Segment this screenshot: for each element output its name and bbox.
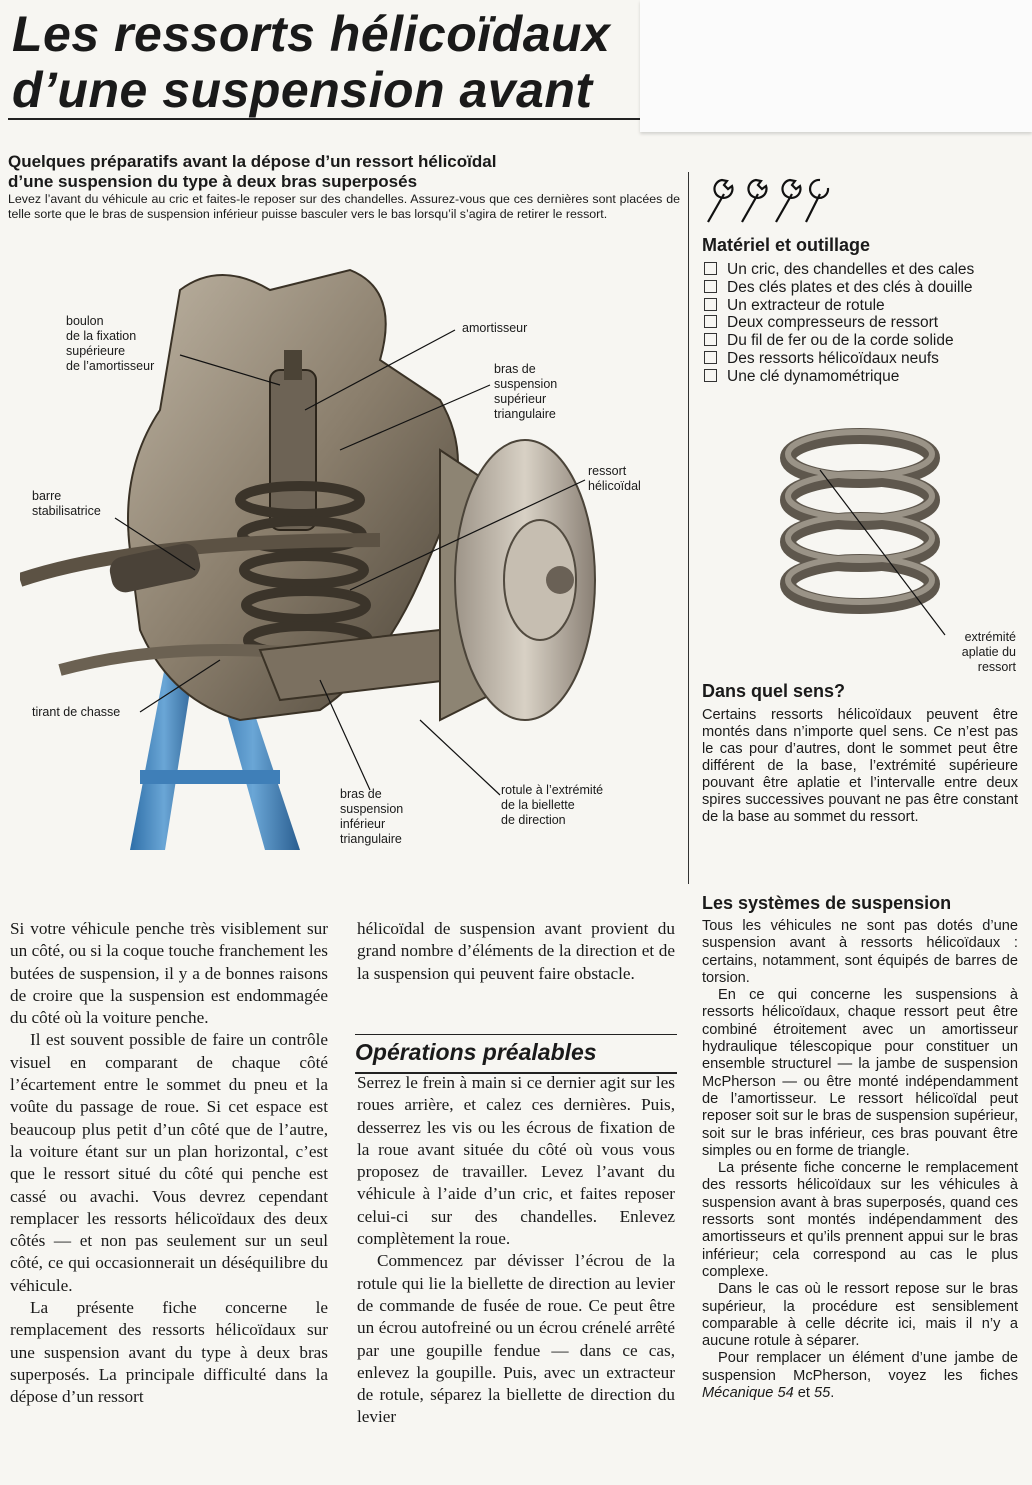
paragraph: Tous les véhicules ne sont pas dotés d’une suspension avant à ressorts hélicoïdaux : certains, notamment, sont équipés de barres de torsion. [702, 918, 1018, 986]
systemes-heading: Les systèmes de suspension [702, 893, 952, 913]
list-item [704, 332, 1024, 350]
paragraph: La présente fiche concerne le remplacement des ressorts hélicoïdaux sur une suspension avant du type à deux bras superposés. La principale difficulté dans la dépose d’un ressort [10, 1298, 328, 1407]
column-divider [688, 172, 689, 884]
wrenches-icon [702, 172, 832, 228]
paragraph: Commencez par dévisser l’écrou de la rotule qui lie la biellette de direction au levier de commande de fusée de roue. Ce peut être un écrou autofreiné ou un écrou crénelé arrêté par une goupille fendue — dans ce cas, enlevez la goupille. Puis, avec un extracteur de rotule, séparez la biellette de direction du levier [357, 1251, 675, 1427]
materiel-heading: Matériel et outillage [702, 235, 871, 255]
label-line: de l’amortisseur [66, 359, 155, 373]
prep-heading [8, 152, 648, 192]
body-column-1 [10, 918, 328, 1409]
list-item-label: Un extracteur de rotule [727, 296, 885, 314]
label-line: triangulaire [340, 832, 402, 846]
label-line: suspension [340, 802, 404, 816]
paragraph: Dans le cas où le ressort repose sur le bras supérieur, la procédure est sensiblement comparable à celle décrite ici, mais il n’y a aucune rotule à séparer. [702, 1281, 1018, 1350]
body-column-2 [357, 1072, 675, 1429]
title-line-1: Les ressorts hélicoïdaux [12, 6, 611, 62]
list-item-label: Du fil de fer ou de la corde solide [727, 332, 954, 350]
label-line: ressort [588, 464, 627, 478]
list-item [704, 368, 1024, 386]
reference-link: 55 [813, 1385, 831, 1402]
list-item [704, 279, 1024, 297]
label-line: barre [32, 489, 62, 503]
paragraph: Serrez le frein à main si ce dernier agit sur les roues arrière, et calez ces dernières. Puis, desserrez les vis ou les écrous de fixation de la roue avant située du côté où vous vous proposez de travailler. Levez l’avant du véhicule à l’aide d’un cric, et faites reposer celui-ci sur des chandelles. Enlevez complètement la roue. [357, 1073, 675, 1249]
paragraph: La présente fiche concerne le remplacement des ressorts hélicoïdaux sur les véhicules à suspension avant à bras superposés, quand ces ressorts sont montés indépendamment des amortisseurs et qu’ils prennent appui sur le bras inférieur; cela correspond au cas le plus complexe. [702, 1160, 1018, 1280]
label-line: de la biellette [501, 798, 575, 812]
label-line: de la fixation [66, 329, 137, 343]
list-item-label: Deux compresseurs de ressort [727, 314, 939, 332]
label-boulon [66, 314, 154, 374]
sens-text: Certains ressorts hélicoïdaux peuvent être montés dans n’importe quel sens. Ce n’est pas le cas pour d’autres, dont le sommet peut être différent de la base, l’extrémité supérieure pouvant être aplatie et l’intervalle entre deux spires successives pouvant ne pas être constant de la base au sommet du ressort. [702, 707, 1018, 825]
label-barre-stabilisatrice [32, 489, 101, 519]
systemes-text [702, 918, 1018, 1402]
list-item-label: Des ressorts hélicoïdaux neufs [727, 349, 939, 367]
paragraph: En ce qui concerne les suspensions à ressorts hélicoïdaux, chaque ressort peut être combiné étroitement avec un amortisseur hydraulique télescopique pour constituer un ensemble structurel — la jambe de suspension McPherson — ou être monté indépendamment de l’amortisseur. Le ressort hélicoïdal peut reposer soit sur le bras de suspension supérieur, soit sur le bras inférieur, ces bras pouvant être simples ou en forme de triangle. [702, 987, 1018, 1159]
list-item [704, 350, 1024, 368]
checkbox-icon [704, 280, 717, 293]
label-line: stabilisatrice [32, 504, 101, 518]
list-item [704, 297, 1024, 315]
label-bras-superieur [494, 362, 557, 422]
paragraph: hélicoïdal de suspension avant provient du grand nombre d’éléments de la direction et de la suspension qui peuvent faire obstacle. [357, 919, 675, 983]
text-span: . [830, 1385, 835, 1402]
paragraph: Il est souvent possible de faire un contrôle visuel en comparant de chaque côté l’écartement entre le sommet du pneu et la voûte du passage de roue. Si cet espace est beaucoup plus petit d’un côté que de l’autre, la voiture étant sur un plan horizontal, c’est que le ressort situé du côté qui penche est cassé ou avachi. Vous devrez cependant remplacer les ressorts hélicoïdaux des deux côtés — et non pas seulement sur un seul côté, ce qui occasionnerait un déséquilibre du véhicule. [10, 1030, 328, 1295]
body-column-2-top [357, 918, 675, 985]
paragraph: Si votre véhicule penche très visiblement sur un côté, ou si la coque touche franchement les butées de suspension, il y a de bonnes raisons de croire que la suspension est endommagée du côté où la voiture penche. [10, 919, 328, 1028]
label-line: aplatie du [961, 645, 1016, 659]
list-item [704, 261, 1024, 279]
label-line: supérieur [494, 392, 547, 406]
label-line: supérieure [66, 344, 126, 358]
checkbox-icon [704, 298, 717, 311]
label-line: hélicoïdal [588, 479, 641, 493]
operations-heading: Opérations préalables [355, 1034, 677, 1074]
list-item-label: Des clés plates et des clés à douille [727, 278, 973, 296]
title-line-2: d’une suspension avant [12, 62, 593, 118]
checkbox-icon [704, 315, 717, 328]
label-line: suspension [494, 377, 558, 391]
label-line: bras de [494, 362, 536, 376]
label-line: rotule à l’extrémité [501, 783, 604, 797]
label-rotule [501, 783, 603, 828]
materiel-list [704, 261, 1024, 386]
brake-disc [455, 440, 595, 720]
label-amortisseur [462, 321, 527, 336]
checkbox-icon [704, 333, 717, 346]
label-ressort [588, 464, 641, 494]
list-item [704, 314, 1024, 332]
label-line: extrémité [964, 630, 1016, 644]
label-line: boulon [66, 314, 104, 328]
title-rule [8, 118, 640, 120]
sens-heading: Dans quel sens? [702, 681, 846, 701]
checkbox-icon [704, 351, 717, 364]
prep-text: Levez l’avant du véhicule au cric et faites-le reposer sur des chandelles. Assurez-vous que ces dernières sont placées de telle sorte que le bras de suspension inférieur puisse basculer vers le bas lorsqu’il s’agira de retirer le ressort. [8, 192, 680, 221]
page-title [12, 6, 632, 118]
prep-heading-line-1: Quelques préparatifs avant la dépose d’un ressort hélicoïdal [8, 152, 497, 171]
checkbox-icon [704, 262, 717, 275]
label-bras-inferieur [340, 787, 403, 847]
paper-corner [640, 0, 1032, 132]
label-line: bras de [340, 787, 382, 801]
label-line: tirant de chasse [32, 705, 121, 719]
label-line: ressort [977, 660, 1016, 674]
list-item-label: Un cric, des chandelles et des cales [727, 261, 975, 278]
label-line: de direction [501, 813, 566, 827]
label-line: amortisseur [462, 321, 528, 335]
paragraph [702, 1350, 1018, 1402]
label-line: inférieur [340, 817, 386, 831]
label-tirant-de-chasse [32, 705, 120, 720]
label-extremite [946, 630, 1016, 675]
prep-heading-line-2: d’une suspension du type à deux bras superposés [8, 172, 418, 191]
list-item-label: Une clé dynamométrique [727, 367, 900, 385]
reference-link: Mécanique 54 [702, 1385, 794, 1402]
text-span: Pour remplacer un élément d’une jambe de suspension McPherson, voyez les fiches [702, 1350, 1018, 1384]
checkbox-icon [704, 369, 717, 382]
label-line: triangulaire [494, 407, 556, 421]
text-span: et [793, 1385, 814, 1402]
